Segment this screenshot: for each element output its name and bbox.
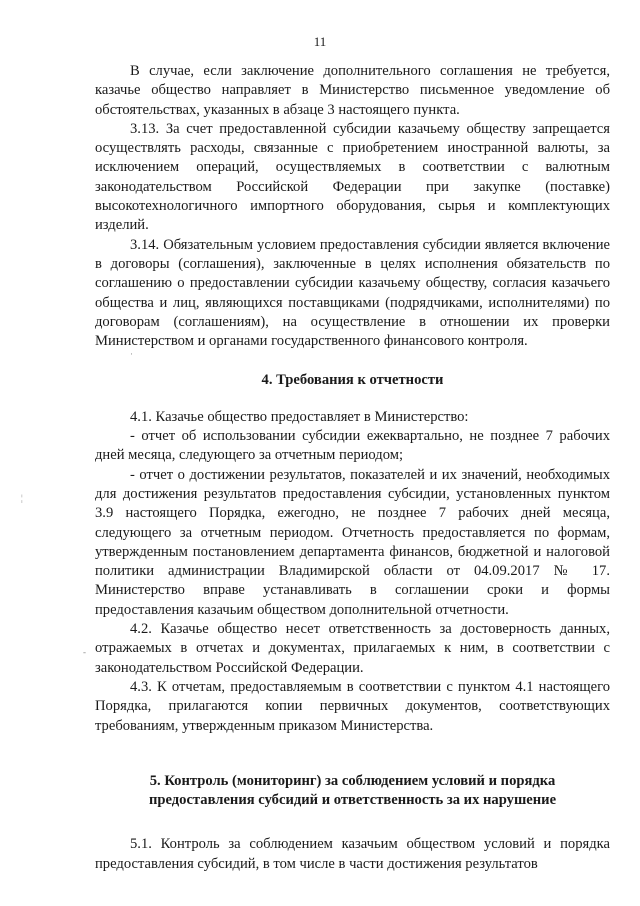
paragraph-3-13: 3.13. За счет предоставленной субсидии казачьему обществу запрещается осуществлять расходы, связанные с приобретением иностранной валюты, за исключением операций, осуществляемых в соответствии с валютным законодательством Российской Федерации при закупке (поставке) высокотехнологичного импортного оборудования, сырья и комплектующих изделий. bbox=[95, 120, 610, 234]
page-number: 11 bbox=[313, 34, 327, 49]
scan-mark: - bbox=[83, 647, 86, 657]
section-heading-5 bbox=[95, 772, 610, 811]
paragraph-5-1: 5.1. Контроль за соблюдением казачьим обществом условий и порядка предоставления субсидий, в том числе в части достижения результатов bbox=[95, 836, 610, 872]
scan-mark: · bbox=[130, 349, 133, 359]
paragraph-3-14: 3.14. Обязательным условием предоставления субсидии является включение в договоры (соглашения), заключенные в целях исполнения обязательств по соглашению о предоставлении субсидии казачьему обществу, согласия казачьего общества и лиц, являющихся поставщиками (подрядчиками, исполнителями) по договорам (соглашениям), на осуществление в отношении их проверки Министерством и органами государственного финансового контроля. bbox=[95, 236, 610, 350]
paragraph: В случае, если заключение дополнительного соглашения не требуется, казачье общество направляет в Министерство письменное уведомление об обстоятельствах, указанных в абзаце 3 настоящего пункта. bbox=[95, 63, 610, 118]
paragraph-4-1: 4.1. Казачье общество предоставляет в Министерство: bbox=[130, 408, 469, 425]
scan-mark: ¦ bbox=[21, 493, 23, 503]
paragraph-4-3: 4.3. К отчетам, предоставляемым в соответствии с пунктом 4.1 настоящего Порядка, прилагаются копии первичных документов, соответствующих требованиям, утвержденным приказом Министерства. bbox=[95, 678, 610, 734]
list-item: - отчет о достижении результатов, показателей и их значений, необходимых для достижения результатов предоставления субсидии, установленных пунктом 3.9 настоящего Порядка, ежегодно, не позднее 7 рабочих дней месяца, следующего за отчетным периодом. Отчетность предоставляется по формам, утвержденным постановлением департамента финансов, бюджетной и налоговой политики администрации Владимирской области от 04.09.2017 № 17. Министерство вправе устанавливать в соглашении сроки и формы предоставления казачьим обществом дополнительной отчетности. bbox=[95, 466, 610, 618]
section-heading-4: 4. Требования к отчетности bbox=[261, 372, 444, 389]
list-item: - отчет об использовании субсидии ежеквартально, не позднее 7 рабочих дней месяца, следующего за отчетным периодом; bbox=[95, 428, 610, 464]
paragraph-4-2: 4.2. Казачье общество несет ответственность за достоверность данных, отражаемых в отчетах и документах, прилагаемых к ним, в соответствии с законодательством Российской Федерации. bbox=[95, 621, 610, 676]
section-heading-5-line2: предоставления субсидий и ответственность за их нарушение bbox=[148, 792, 557, 809]
section-heading-5-line1: 5. Контроль (мониторинг) за соблюдением условий и порядка bbox=[149, 772, 556, 789]
document-body bbox=[95, 62, 610, 874]
